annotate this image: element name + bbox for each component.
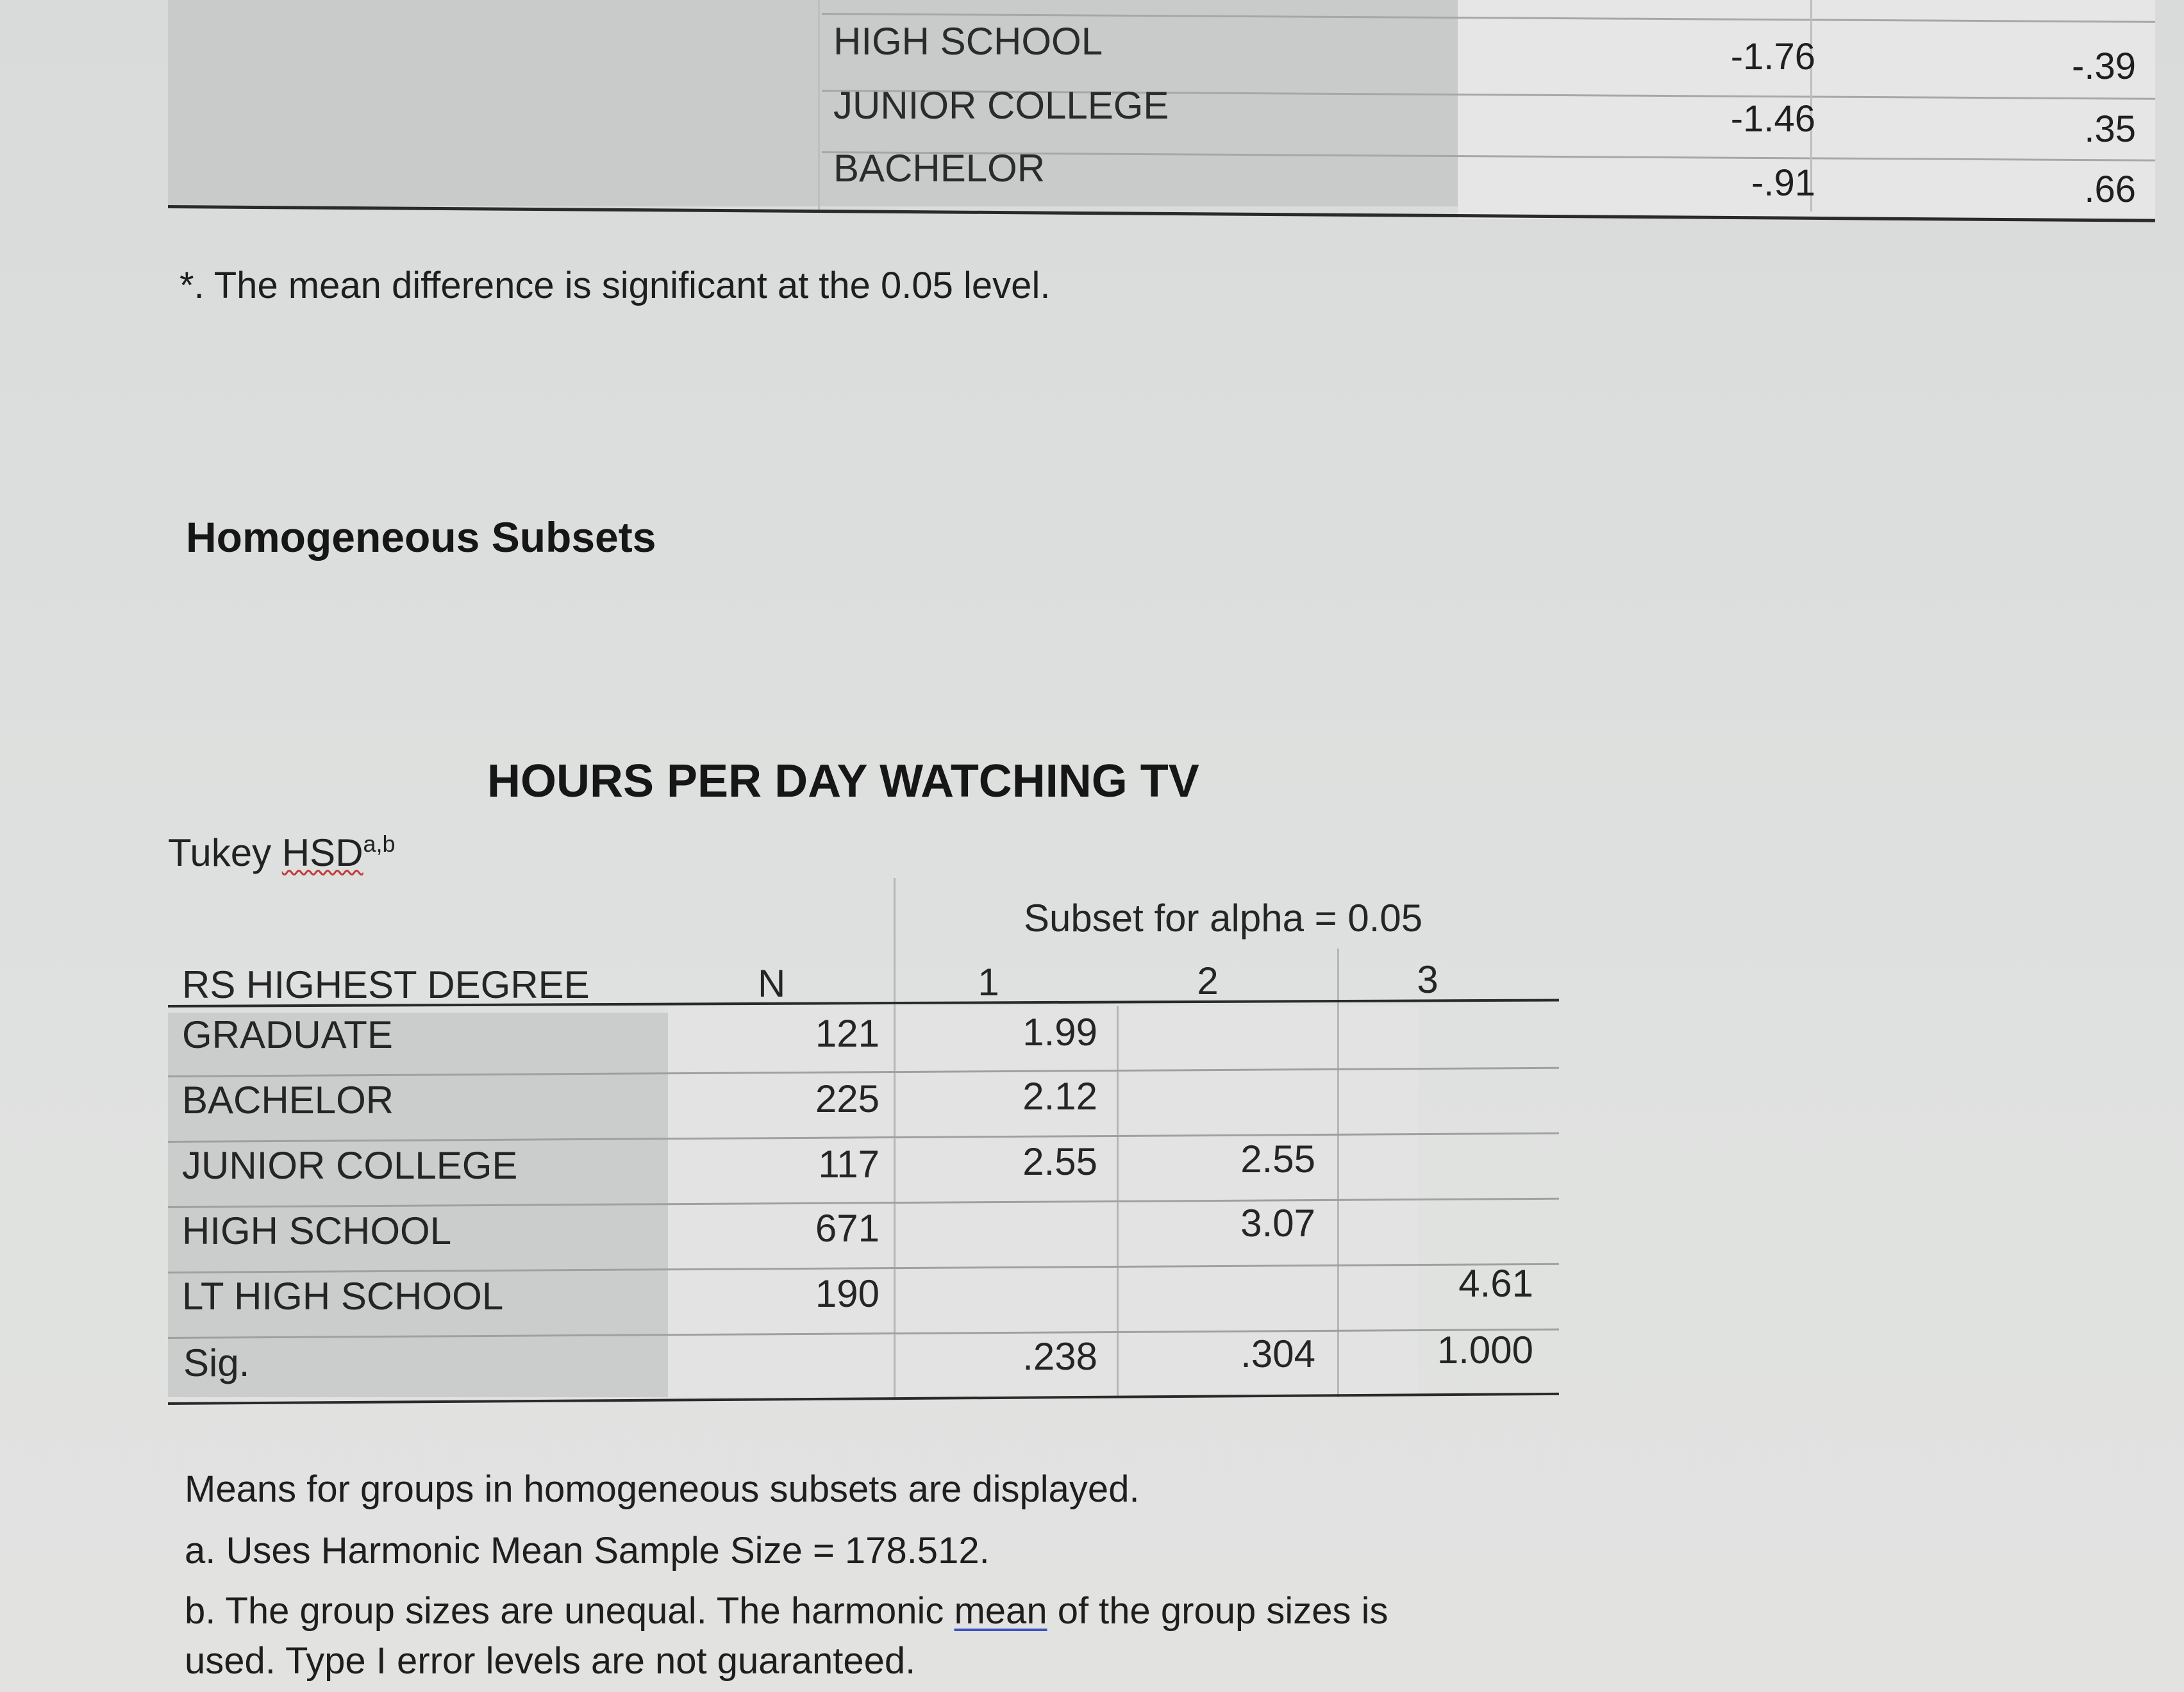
footnote-b-text-after: of the group sizes is [1047, 1590, 1388, 1632]
group-label-lt-high-school: LT HIGH SCHOOL [182, 1275, 504, 1318]
group-label-graduate: GRADUATE [182, 1013, 393, 1056]
footnote-a: a. Uses Harmonic Mean Sample Size = 178.512. [185, 1530, 990, 1572]
row-label-high-school: HIGH SCHOOL [833, 20, 1103, 63]
header-subset-2: 2 [1197, 959, 1219, 1002]
subset-1-cell: 2.12 [1022, 1075, 1097, 1118]
footnote-means-displayed: Means for groups in homogeneous subsets are displayed. [185, 1468, 1140, 1510]
section-title: Homogeneous Subsets [186, 513, 656, 561]
sig-subset-3: 1.000 [1437, 1329, 1533, 1372]
group-label-bachelor: BACHELOR [182, 1079, 394, 1122]
value-cell: .66 [2084, 169, 2136, 210]
value-cell: -1.46 [1730, 98, 1815, 140]
sig-subset-1: .238 [1022, 1335, 1097, 1378]
method-label [168, 831, 396, 875]
footnote-b-line1 [185, 1589, 1388, 1632]
header-group: RS HIGHEST DEGREE [182, 963, 590, 1006]
spellcheck-word: HSD [281, 831, 363, 874]
n-cell: 671 [815, 1207, 879, 1250]
n-cell: 121 [815, 1012, 879, 1055]
header-n: N [758, 962, 786, 1005]
sig-subset-2: .304 [1240, 1332, 1315, 1375]
subset-1-cell: 1.99 [1022, 1011, 1097, 1054]
subset-2-cell: 3.07 [1240, 1202, 1315, 1245]
header-subset-1: 1 [978, 961, 999, 1004]
table-title: HOURS PER DAY WATCHING TV [487, 756, 1199, 807]
header-subset-3: 3 [1417, 958, 1438, 1001]
method-name: Tukey HSD [168, 831, 363, 874]
n-cell: 190 [815, 1272, 879, 1315]
value-cell: -.39 [2072, 46, 2136, 87]
subset-3-cell: 4.61 [1458, 1262, 1533, 1305]
sig-label: Sig. [183, 1341, 250, 1384]
row-label-junior-college: JUNIOR COLLEGE [833, 84, 1169, 127]
row-label-bachelor: BACHELOR [833, 147, 1046, 190]
footnote-b-text-before: b. The group sizes are unequal. The harmonic [185, 1590, 954, 1632]
multiple-comparisons-table [168, 0, 2155, 212]
subset-2-cell: 2.55 [1240, 1138, 1315, 1181]
subset-spanner-header: Subset for alpha = 0.05 [1024, 897, 1423, 940]
group-label-high-school: HIGH SCHOOL [182, 1209, 452, 1252]
footnote-b-line2: used. Type I error levels are not guaranteed. [185, 1640, 916, 1682]
value-cell: -1.76 [1730, 36, 1815, 78]
group-label-junior-college: JUNIOR COLLEGE [182, 1144, 518, 1187]
mean-hyperlink[interactable]: mean [954, 1590, 1047, 1632]
n-cell: 117 [818, 1143, 879, 1186]
significance-footnote: *. The mean difference is significant at the 0.05 level. [179, 265, 1051, 306]
value-cell: -.91 [1751, 162, 1815, 204]
label-column-shading [168, 0, 1458, 206]
subset-1-cell: 2.55 [1022, 1140, 1097, 1183]
column-divider [818, 0, 820, 212]
method-superscript: a,b [363, 831, 396, 857]
homogeneous-subsets-table [168, 878, 1559, 1410]
n-cell: 225 [815, 1077, 879, 1120]
value-cell: .35 [2084, 108, 2136, 150]
